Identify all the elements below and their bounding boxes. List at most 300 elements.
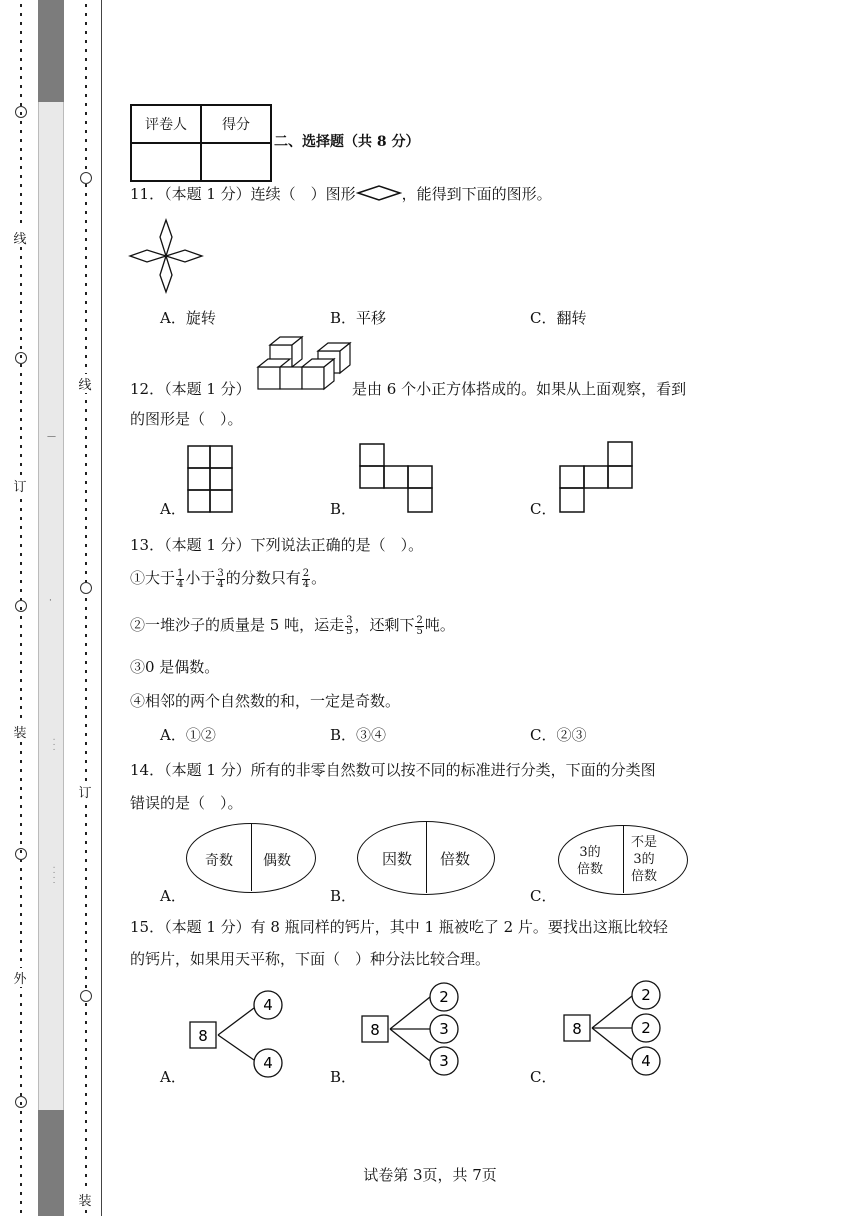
q11-option-c[interactable]: C．翻转	[530, 309, 587, 327]
binding-dot	[85, 22, 87, 25]
binding-dot	[20, 472, 22, 475]
binding-dot	[20, 166, 22, 169]
binding-hole-icon	[80, 990, 92, 1002]
binding-dot	[85, 670, 87, 673]
binding-dot	[20, 445, 22, 448]
binding-dot	[85, 742, 87, 745]
binding-dot	[20, 202, 22, 205]
binding-dot	[85, 832, 87, 835]
q15-tree-a	[188, 988, 288, 1080]
q13-stem: 13．（本题 1 分）下列说法正确的是（ ）。	[130, 536, 424, 554]
binding-dot	[20, 652, 22, 655]
outer-label-zhuang: 装	[12, 722, 28, 741]
binding-dot	[85, 103, 87, 106]
binding-dot	[20, 580, 22, 583]
binding-dot	[20, 805, 22, 808]
binding-dot	[85, 517, 87, 520]
binding-dot	[20, 292, 22, 295]
binding-dot	[85, 904, 87, 907]
binding-dot	[20, 346, 22, 349]
q14-option-b[interactable]: B．	[330, 887, 357, 905]
binding-dot	[20, 409, 22, 412]
binding-dot	[20, 697, 22, 700]
binding-dot	[85, 364, 87, 367]
binding-dot	[85, 1156, 87, 1159]
binding-dot	[85, 940, 87, 943]
binding-dot	[85, 454, 87, 457]
q15-option-b[interactable]: B．	[330, 1068, 357, 1086]
binding-dot	[85, 643, 87, 646]
binding-dot	[20, 1066, 22, 1069]
binding-dot	[20, 427, 22, 430]
binding-dot	[20, 868, 22, 871]
binding-dot	[85, 202, 87, 205]
binding-dot	[20, 904, 22, 907]
binding-dot	[20, 364, 22, 367]
q14-option-c[interactable]: C．	[530, 887, 557, 905]
binding-dot	[85, 436, 87, 439]
binding-dot	[20, 715, 22, 718]
q12-option-a[interactable]: A．	[160, 500, 186, 518]
binding-dot	[20, 283, 22, 286]
binding-dot	[20, 220, 22, 223]
binding-dot	[85, 1138, 87, 1141]
binding-dot	[20, 922, 22, 925]
binding-dot	[85, 598, 87, 601]
inner-label-xian: 线	[77, 374, 93, 393]
binding-dot	[20, 895, 22, 898]
oval-b-right-label: 倍数	[440, 850, 471, 868]
binding-dot	[20, 1120, 22, 1123]
binding-dot	[20, 562, 22, 565]
tree-b-leaf: 2	[439, 988, 449, 1006]
binding-dot	[20, 1192, 22, 1195]
margin-dark-band-bottom	[38, 1110, 64, 1216]
binding-dot	[20, 463, 22, 466]
binding-dot	[20, 931, 22, 934]
binding-dot	[85, 463, 87, 466]
binding-dot	[85, 715, 87, 718]
binding-dot	[20, 328, 22, 331]
binding-dot	[20, 796, 22, 799]
binding-dot	[85, 238, 87, 241]
binding-dot	[85, 679, 87, 682]
binding-dot	[85, 256, 87, 259]
binding-dot	[20, 526, 22, 529]
tree-a-leaf: 4	[263, 996, 273, 1014]
grader-field[interactable]	[131, 143, 201, 181]
binding-dot	[20, 193, 22, 196]
binding-dot	[20, 94, 22, 97]
binding-dot	[85, 1021, 87, 1024]
q15-stem-line1: 15．（本题 1 分）有 8 瓶同样的钙片，其中 1 瓶被吃了 2 片。要找出这瓶比较轻	[130, 918, 668, 936]
q13-option-a[interactable]: A．①②	[160, 726, 216, 744]
binding-dot	[20, 58, 22, 61]
binding-dot	[85, 985, 87, 988]
tree-c-root: 8	[572, 1020, 582, 1038]
binding-dot	[85, 769, 87, 772]
tree-c-leaf: 4	[641, 1052, 651, 1070]
binding-dot	[85, 868, 87, 871]
q13-statement-1: ①大于 $\frac{1}{4}$ 小于 $\frac{3}{4}$ 的分数只有 $\frac{2}{4}$ 。	[130, 567, 327, 590]
binding-hole-icon	[80, 582, 92, 594]
binding-dot	[85, 733, 87, 736]
binding-dot	[20, 616, 22, 619]
binding-dot	[20, 508, 22, 511]
binding-dot	[85, 58, 87, 61]
binding-dot	[85, 814, 87, 817]
q12-top-view-b	[358, 442, 434, 490]
binding-dot	[85, 688, 87, 691]
binding-dot	[85, 571, 87, 574]
binding-dot	[20, 589, 22, 592]
binding-dot	[20, 1048, 22, 1051]
binding-dot	[20, 688, 22, 691]
oval-c-right-label: 不是 3的 倍数	[631, 835, 658, 884]
oval-divider	[251, 824, 252, 891]
binding-dot	[20, 940, 22, 943]
binding-dot	[85, 1030, 87, 1033]
tree-b-leaf: 3	[439, 1052, 449, 1070]
binding-dot	[85, 355, 87, 358]
tree-c-leaf: 2	[641, 986, 651, 1004]
binding-dot	[85, 337, 87, 340]
binding-dot	[20, 382, 22, 385]
q11-option-b[interactable]: B．平移	[330, 309, 387, 327]
binding-dot	[20, 121, 22, 124]
fraction: $\frac{3}{4}$	[217, 567, 224, 590]
q12-top-view-c	[558, 440, 636, 514]
outer-label-wai: 外	[12, 968, 28, 987]
binding-dot	[20, 1030, 22, 1033]
binding-dot	[20, 1057, 22, 1060]
q11-option-a[interactable]: A．旋转	[160, 309, 216, 327]
binding-dot	[85, 94, 87, 97]
binding-dot	[85, 328, 87, 331]
q13-option-c[interactable]: C．②③	[530, 726, 587, 744]
binding-dot	[85, 1093, 87, 1096]
binding-dot	[85, 805, 87, 808]
binding-dot	[85, 1057, 87, 1060]
binding-dot	[20, 949, 22, 952]
binding-dot	[85, 913, 87, 916]
q13-statement-2: ②一堆沙子的质量是 5 吨，运走 $\frac{3}{5}$ ，还剩下 $\frac{2}{5}$ 吨。	[130, 614, 455, 637]
binding-dot	[20, 1021, 22, 1024]
fraction: $\frac{2}{5}$	[416, 614, 423, 637]
binding-hole-icon	[80, 172, 92, 184]
four-rhombus-figure	[128, 218, 204, 294]
binding-dot	[20, 571, 22, 574]
binding-dot	[20, 22, 22, 25]
binding-dot	[20, 661, 22, 664]
binding-dot	[20, 184, 22, 187]
q15-stem-line2: 的钙片，如果用天平称，下面（ ）种分法比较合理。	[130, 950, 491, 968]
binding-dot	[85, 895, 87, 898]
tree-b-leaf: 3	[439, 1020, 449, 1038]
binding-dot	[85, 625, 87, 628]
q14-oval-a	[186, 823, 316, 893]
binding-dot	[85, 121, 87, 124]
binding-dot	[20, 301, 22, 304]
q11-stem-prefix: 11．（本题 1 分）连续（ ）图形	[130, 185, 356, 203]
binding-dot	[20, 706, 22, 709]
binding-dot	[85, 1084, 87, 1087]
fraction: $\frac{3}{5}$	[346, 614, 353, 637]
section-title: 二、选择题（共 8 分）	[274, 134, 420, 150]
binding-dot	[20, 265, 22, 268]
binding-dot	[20, 670, 22, 673]
binding-dot	[20, 67, 22, 70]
binding-dot	[85, 274, 87, 277]
binding-dot	[85, 130, 87, 133]
binding-dot	[20, 85, 22, 88]
binding-dot	[85, 778, 87, 781]
oval-divider	[426, 822, 427, 893]
binding-dot	[20, 625, 22, 628]
binding-dot	[85, 472, 87, 475]
binding-dot	[20, 814, 22, 817]
binding-dot	[85, 1120, 87, 1123]
binding-dot	[85, 490, 87, 493]
binding-dot	[20, 40, 22, 43]
binding-dot	[20, 436, 22, 439]
oval-b-left-label: 因数	[382, 850, 413, 868]
binding-dot	[20, 157, 22, 160]
binding-dot	[20, 544, 22, 547]
binding-dot	[20, 13, 22, 16]
q14-option-a[interactable]: A．	[160, 887, 186, 905]
q12-option-b[interactable]: B．	[330, 500, 357, 518]
binding-dot	[20, 634, 22, 637]
binding-dot	[85, 112, 87, 115]
q15-option-c[interactable]: C．	[530, 1068, 557, 1086]
student-info-strip	[38, 102, 64, 1110]
binding-dot	[85, 76, 87, 79]
tree-b-root: 8	[370, 1021, 380, 1039]
binding-dot	[85, 841, 87, 844]
outer-label-ding: 订	[12, 476, 28, 495]
binding-dot	[20, 643, 22, 646]
binding-dot	[20, 994, 22, 997]
binding-dot	[85, 247, 87, 250]
binding-dot	[85, 319, 87, 322]
binding-dot	[85, 1066, 87, 1069]
q12-option-c[interactable]: C．	[530, 500, 557, 518]
score-table-grader-header: 评卷人	[131, 105, 201, 143]
binding-dot	[20, 1210, 22, 1213]
binding-dot	[20, 391, 22, 394]
q13-option-b[interactable]: B．③④	[330, 726, 387, 744]
binding-dot	[85, 40, 87, 43]
binding-dot	[20, 175, 22, 178]
binding-dot	[20, 886, 22, 889]
q13-statement-3: ③0 是偶数。	[130, 658, 220, 676]
score-field[interactable]	[201, 143, 271, 181]
fraction: $\frac{2}{4}$	[302, 567, 310, 590]
binding-dot	[20, 1075, 22, 1078]
tree-c-leaf: 2	[641, 1019, 651, 1037]
binding-dot	[85, 1048, 87, 1051]
binding-dot	[85, 661, 87, 664]
binding-dot	[85, 499, 87, 502]
oval-c-left-label: 3的 倍数	[577, 845, 604, 877]
binding-dot	[20, 517, 22, 520]
rhombus-icon	[356, 184, 402, 202]
inner-label-zhuang: 装	[77, 1190, 93, 1209]
binding-dot	[85, 1102, 87, 1105]
binding-dot	[85, 211, 87, 214]
binding-dot	[85, 139, 87, 142]
q12-stem-line2: 的图形是（ ）。	[130, 410, 243, 428]
binding-dot	[20, 787, 22, 790]
binding-dot	[85, 1129, 87, 1132]
binding-dot	[20, 553, 22, 556]
binding-dot	[20, 247, 22, 250]
binding-dot	[20, 877, 22, 880]
binding-dot	[85, 220, 87, 223]
score-table	[130, 104, 272, 182]
binding-dot	[85, 958, 87, 961]
binding-dot	[20, 1147, 22, 1150]
binding-dot	[20, 1084, 22, 1087]
binding-dot	[85, 760, 87, 763]
binding-hole-icon	[15, 1096, 27, 1108]
q15-tree-c	[562, 978, 666, 1076]
binding-dot	[85, 706, 87, 709]
binding-dot	[20, 274, 22, 277]
binding-dot	[20, 139, 22, 142]
binding-dot	[20, 751, 22, 754]
binding-dot	[85, 751, 87, 754]
binding-dot	[85, 967, 87, 970]
binding-hole-icon	[15, 600, 27, 612]
binding-dot	[85, 544, 87, 547]
binding-dot	[20, 1138, 22, 1141]
q12-stem-suffix: 是由 6 个小正方体搭成的。如果从上面观察，看到	[352, 380, 687, 398]
binding-dot	[85, 553, 87, 556]
binding-dot	[20, 823, 22, 826]
binding-dot	[85, 976, 87, 979]
binding-dot	[85, 1147, 87, 1150]
tree-a-leaf: 4	[263, 1054, 273, 1072]
q15-option-a[interactable]: A．	[160, 1068, 186, 1086]
binding-dot	[85, 283, 87, 286]
binding-dot	[85, 67, 87, 70]
oval-a-right-label: 偶数	[263, 853, 291, 869]
binding-dot	[85, 166, 87, 169]
binding-dot	[85, 607, 87, 610]
q14-oval-c	[558, 825, 688, 895]
binding-dot	[85, 562, 87, 565]
binding-dot	[85, 193, 87, 196]
margin-dark-band-top	[38, 0, 64, 102]
binding-dot	[85, 616, 87, 619]
binding-dot	[85, 877, 87, 880]
binding-dot	[85, 310, 87, 313]
binding-dot	[20, 679, 22, 682]
binding-dot	[85, 481, 87, 484]
binding-dot	[85, 1039, 87, 1042]
fraction: $\frac{1}{4}$	[177, 567, 184, 590]
binding-dot	[20, 1111, 22, 1114]
binding-dot	[85, 724, 87, 727]
score-table-score-header: 得分	[201, 105, 271, 143]
binding-dot	[20, 1012, 22, 1015]
binding-dot	[85, 1012, 87, 1015]
binding-dot	[85, 292, 87, 295]
binding-dot	[20, 769, 22, 772]
page-footer: 试卷第 3页，共 7页	[363, 1166, 497, 1184]
binding-dot	[20, 337, 22, 340]
q14-stem-line2: 错误的是（ ）。	[130, 794, 243, 812]
oval-divider	[623, 826, 624, 893]
binding-dot	[20, 841, 22, 844]
binding-dot	[85, 148, 87, 151]
binding-dot	[20, 778, 22, 781]
binding-dot	[85, 157, 87, 160]
outer-label-xian: 线	[12, 228, 28, 247]
binding-dot	[20, 760, 22, 763]
binding-dot	[20, 31, 22, 34]
q14-oval-b	[357, 821, 495, 895]
binding-dot	[85, 697, 87, 700]
q11-stem-suffix: ，能得到下面的图形。	[401, 185, 552, 203]
binding-dot	[20, 211, 22, 214]
field-mark: —	[47, 432, 56, 442]
binding-dot	[85, 850, 87, 853]
binding-dot	[20, 1201, 22, 1204]
cube-stack-figure	[256, 335, 352, 391]
q12-top-view-b-extra	[406, 486, 434, 514]
binding-dot	[20, 418, 22, 421]
binding-dot	[85, 301, 87, 304]
binding-dot	[20, 373, 22, 376]
binding-dot	[20, 499, 22, 502]
binding-dot	[85, 1111, 87, 1114]
binding-dot	[85, 229, 87, 232]
binding-dot	[20, 310, 22, 313]
binding-dot	[85, 346, 87, 349]
binding-dot	[85, 535, 87, 538]
binding-dot	[85, 400, 87, 403]
binding-dot	[20, 49, 22, 52]
binding-dot	[20, 742, 22, 745]
binding-dot	[85, 31, 87, 34]
q15-tree-b	[360, 980, 464, 1076]
tree-a-root: 8	[198, 1027, 208, 1045]
binding-dot	[85, 445, 87, 448]
binding-dot	[85, 4, 87, 7]
binding-dot	[20, 913, 22, 916]
binding-dot	[85, 508, 87, 511]
binding-dot	[85, 265, 87, 268]
binding-dot	[20, 400, 22, 403]
binding-dot	[85, 13, 87, 16]
q12-top-view-a	[186, 444, 236, 514]
binding-dot	[20, 535, 22, 538]
q13-statement-4: ④相邻的两个自然数的和，一定是奇数。	[130, 692, 401, 710]
binding-dot	[85, 49, 87, 52]
binding-hole-icon	[15, 106, 27, 118]
binding-dot	[85, 931, 87, 934]
binding-dot	[20, 319, 22, 322]
binding-dot	[85, 427, 87, 430]
binding-dot	[85, 859, 87, 862]
binding-dot	[20, 1129, 22, 1132]
binding-dot	[20, 148, 22, 151]
q12-stem-prefix: 12．（本题 1 分）	[130, 380, 251, 398]
binding-dot	[85, 418, 87, 421]
